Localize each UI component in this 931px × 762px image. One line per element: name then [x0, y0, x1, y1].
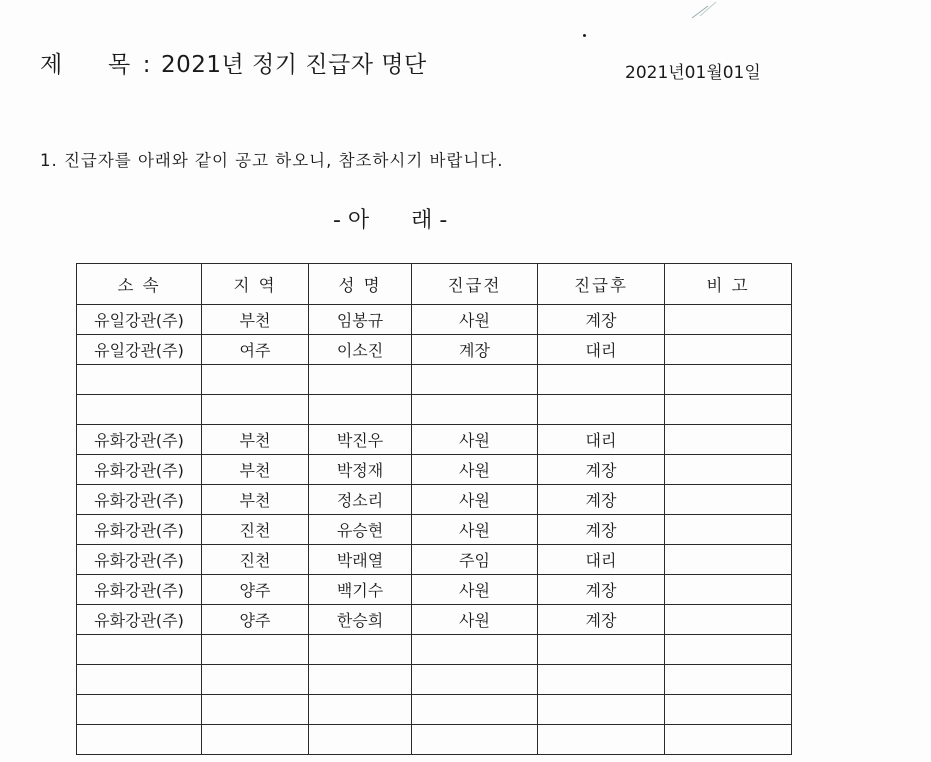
table-header-row	[77, 264, 792, 305]
cell-name	[309, 695, 412, 725]
cell-region: 양주	[202, 605, 309, 635]
table-row	[77, 395, 792, 425]
cell-name: 박정재	[309, 455, 412, 485]
cell-remarks	[665, 575, 792, 605]
table-row	[77, 455, 792, 485]
cell-remarks	[665, 365, 792, 395]
cell-remarks	[665, 695, 792, 725]
cell-name: 한승희	[309, 605, 412, 635]
cell-remarks	[665, 335, 792, 365]
cell-remarks	[665, 665, 792, 695]
notice-text: 1. 진급자를 아래와 같이 공고 하오니, 참조하시기 바랍니다.	[40, 151, 504, 170]
title-label-second: 목	[108, 52, 131, 78]
cell-before: 계장	[412, 335, 538, 365]
cell-after: 계장	[538, 515, 665, 545]
cell-affiliation: 유화강관(주)	[77, 485, 202, 515]
header-affiliation: 소 속	[77, 264, 202, 305]
cell-before: 사원	[412, 305, 538, 335]
cell-after: 대리	[538, 425, 665, 455]
cell-region: 진천	[202, 515, 309, 545]
cell-name	[309, 725, 412, 755]
cell-before	[412, 665, 538, 695]
cell-affiliation: 유화강관(주)	[77, 455, 202, 485]
cell-affiliation: 유화강관(주)	[77, 515, 202, 545]
section-heading: - 아 래 -	[333, 208, 448, 233]
cell-affiliation: 유화강관(주)	[77, 605, 202, 635]
scan-speck	[583, 34, 586, 37]
cell-after: 계장	[538, 485, 665, 515]
cell-after: 계장	[538, 575, 665, 605]
cell-region: 부천	[202, 425, 309, 455]
cell-affiliation: 유일강관(주)	[77, 335, 202, 365]
table-row	[77, 665, 792, 695]
cell-after: 계장	[538, 605, 665, 635]
document-title	[40, 46, 427, 79]
title-colon: :	[142, 52, 151, 78]
cell-after: 대리	[538, 335, 665, 365]
cell-region	[202, 365, 309, 395]
header-name: 성 명	[309, 264, 412, 305]
cell-before: 사원	[412, 515, 538, 545]
cell-name	[309, 395, 412, 425]
cell-affiliation	[77, 725, 202, 755]
cell-affiliation: 유화강관(주)	[77, 425, 202, 455]
cell-region	[202, 635, 309, 665]
table-row	[77, 515, 792, 545]
cell-affiliation	[77, 665, 202, 695]
cell-remarks	[665, 605, 792, 635]
cell-affiliation: 유화강관(주)	[77, 575, 202, 605]
cell-after	[538, 695, 665, 725]
table-row	[77, 365, 792, 395]
cell-remarks	[665, 485, 792, 515]
cell-after	[538, 395, 665, 425]
cell-name: 이소진	[309, 335, 412, 365]
table-row	[77, 695, 792, 725]
cell-affiliation	[77, 635, 202, 665]
cell-region: 부천	[202, 455, 309, 485]
cell-name	[309, 365, 412, 395]
table-body	[77, 305, 792, 755]
cell-remarks	[665, 395, 792, 425]
cell-region: 진천	[202, 545, 309, 575]
table-row	[77, 725, 792, 755]
cell-name	[309, 665, 412, 695]
header-after: 진급후	[538, 264, 665, 305]
cell-after: 계장	[538, 455, 665, 485]
cell-remarks	[665, 635, 792, 665]
cell-after: 대리	[538, 545, 665, 575]
table-row	[77, 575, 792, 605]
cell-remarks	[665, 725, 792, 755]
document-date: 2021년01월01일	[625, 63, 761, 83]
cell-after	[538, 725, 665, 755]
table-row	[77, 305, 792, 335]
cell-region	[202, 395, 309, 425]
table-row	[77, 635, 792, 665]
cell-before: 사원	[412, 425, 538, 455]
cell-before	[412, 725, 538, 755]
promotion-table	[76, 263, 792, 755]
cell-name	[309, 635, 412, 665]
cell-before: 주임	[412, 545, 538, 575]
cell-name: 임봉규	[309, 305, 412, 335]
header-remarks: 비 고	[665, 264, 792, 305]
cell-before: 사원	[412, 485, 538, 515]
cell-name: 박래열	[309, 545, 412, 575]
cell-region: 부천	[202, 485, 309, 515]
cell-affiliation	[77, 395, 202, 425]
cell-affiliation	[77, 695, 202, 725]
cell-region	[202, 665, 309, 695]
scan-mark-icon	[690, 0, 730, 20]
cell-remarks	[665, 515, 792, 545]
cell-before	[412, 365, 538, 395]
table-row	[77, 545, 792, 575]
cell-region	[202, 695, 309, 725]
cell-remarks	[665, 545, 792, 575]
cell-after: 계장	[538, 305, 665, 335]
cell-region: 부천	[202, 305, 309, 335]
cell-name: 유승현	[309, 515, 412, 545]
table-row	[77, 335, 792, 365]
cell-remarks	[665, 425, 792, 455]
cell-region: 여주	[202, 335, 309, 365]
cell-region	[202, 725, 309, 755]
table-row	[77, 425, 792, 455]
title-label-first: 제	[40, 52, 63, 78]
header-region: 지 역	[202, 264, 309, 305]
cell-before	[412, 635, 538, 665]
cell-before	[412, 395, 538, 425]
cell-before: 사원	[412, 455, 538, 485]
table-row	[77, 485, 792, 515]
header-before: 진급전	[412, 264, 538, 305]
cell-before: 사원	[412, 605, 538, 635]
cell-region: 양주	[202, 575, 309, 605]
cell-before	[412, 695, 538, 725]
cell-affiliation: 유화강관(주)	[77, 545, 202, 575]
table-row	[77, 605, 792, 635]
cell-affiliation: 유일강관(주)	[77, 305, 202, 335]
cell-name: 정소리	[309, 485, 412, 515]
cell-name: 박진우	[309, 425, 412, 455]
cell-remarks	[665, 305, 792, 335]
cell-remarks	[665, 455, 792, 485]
cell-affiliation	[77, 365, 202, 395]
cell-after	[538, 635, 665, 665]
cell-before: 사원	[412, 575, 538, 605]
cell-after	[538, 665, 665, 695]
cell-after	[538, 365, 665, 395]
cell-name: 백기수	[309, 575, 412, 605]
title-text: 2021년 정기 진급자 명단	[160, 52, 427, 78]
